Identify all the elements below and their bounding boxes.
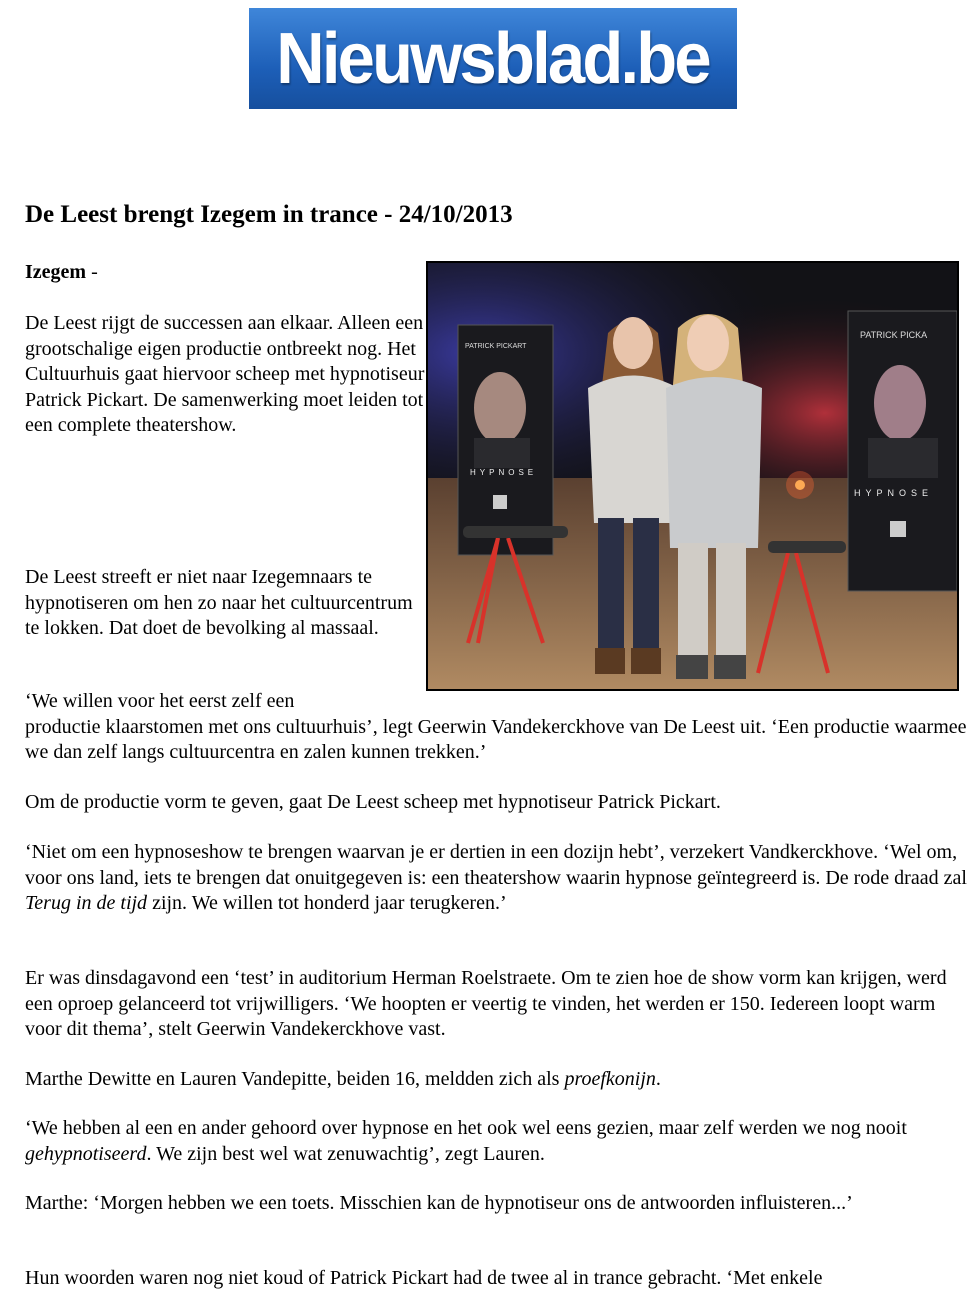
dateline-separator: - bbox=[86, 261, 98, 283]
paragraph-3-line1: ‘We willen voor het eerst zelf een bbox=[25, 690, 295, 712]
banner-left-name: PATRICK PICKART bbox=[465, 343, 527, 350]
paragraph-intro: De Leest rijgt de successen aan elkaar. Alleen een grootschalige eigen productie ontbreekt nog. Het Cultuurhuis gaat hiervoor scheep met hypnotiseur Patrick Pickart. De samenwerking moet leiden tot een complete theatershow. bbox=[25, 312, 425, 437]
banner-right-name: PATRICK PICKA bbox=[860, 330, 928, 340]
paragraph-7-em: proefkonijn bbox=[564, 1068, 656, 1090]
paragraph-7 bbox=[25, 1067, 970, 1093]
paragraph-8-em: gehypnotiseerd bbox=[25, 1142, 147, 1165]
paragraph-8 bbox=[25, 1116, 970, 1167]
banner-left-word: HYPNOSE bbox=[470, 468, 538, 477]
banner-right-word: HYPNOSE bbox=[854, 488, 934, 498]
article-photo bbox=[426, 261, 959, 691]
paragraph-8-b: . We zijn best wel wat zenuwachtig’, zegt Lauren. bbox=[146, 1142, 545, 1165]
paragraph-3-rest: productie klaarstomen met ons cultuurhuis’, legt Geerwin Vandekerckhove van De Leest uit. ‘Een productie waarmee we dan zelf langs cultuurcentra en zalen kunnen trekken.’ bbox=[25, 715, 967, 764]
photo-illustration bbox=[428, 263, 957, 689]
banner-right bbox=[848, 311, 957, 591]
paragraph-9: Marthe: ‘Morgen hebben we een toets. Misschien kan de hypnotiseur ons de antwoorden influisteren...’ bbox=[25, 1192, 853, 1214]
paragraph-5-a: ‘Niet om een hypnoseshow te brengen waarvan je er dertien in een dozijn hebt’, verzekert Vandkerckhove. ‘Wel om, voor ons land, iets te brengen dat onuitgegeven is: een theatershow waarin hypnose geïntegreerd is. De rode draad zal bbox=[25, 841, 967, 889]
paragraph-5-title: Terug in de tijd bbox=[25, 892, 148, 915]
paragraph-5-b: zijn. We willen tot honderd jaar terugkeren.’ bbox=[147, 892, 507, 915]
paragraph-10: Hun woorden waren nog niet koud of Patrick Pickart had de twee al in trance gebracht. ‘Met enkele bbox=[25, 1267, 823, 1289]
paragraph-7-a: Marthe Dewitte en Lauren Vandepitte, beiden 16, meldden zich als bbox=[25, 1068, 565, 1090]
paragraph-4: Om de productie vorm te geven, gaat De Leest scheep met hypnotiseur Patrick Pickart. bbox=[25, 791, 721, 813]
article-headline: De Leest brengt Izegem in trance - 24/10/2013 bbox=[25, 201, 513, 228]
paragraph-2: De Leest streeft er niet naar Izegemnaars te hypnotiseren om hen zo naar het cultuurcentrum te lokken. Dat doet de bevolking al massaal. bbox=[25, 566, 413, 640]
paragraph-7-b: . bbox=[655, 1068, 661, 1090]
paragraph-8-a: ‘We hebben al een en ander gehoord over hypnose en het ook wel eens gezien, maar zelf werden we nog nooit bbox=[25, 1117, 907, 1139]
article-dateline bbox=[25, 259, 98, 285]
paragraph-3 bbox=[25, 689, 970, 766]
logo-text: Nieuwsblad.be bbox=[276, 18, 710, 99]
paragraph-6: Er was dinsdagavond een ‘test’ in auditorium Herman Roelstraete. Om te zien hoe de show vorm kan krijgen, werd een oproep gelanceerd tot vrijwilligers. ‘We hoopten er veertig te vinden, het werden er 150. Iedereen loopt warm voor dit thema’, stelt Geerwin Vandekerckhove vast. bbox=[25, 967, 947, 1041]
nieuwsblad-logo[interactable] bbox=[249, 8, 737, 109]
banner-left bbox=[458, 325, 553, 555]
dateline-place: Izegem bbox=[25, 261, 87, 283]
paragraph-5 bbox=[25, 840, 970, 917]
